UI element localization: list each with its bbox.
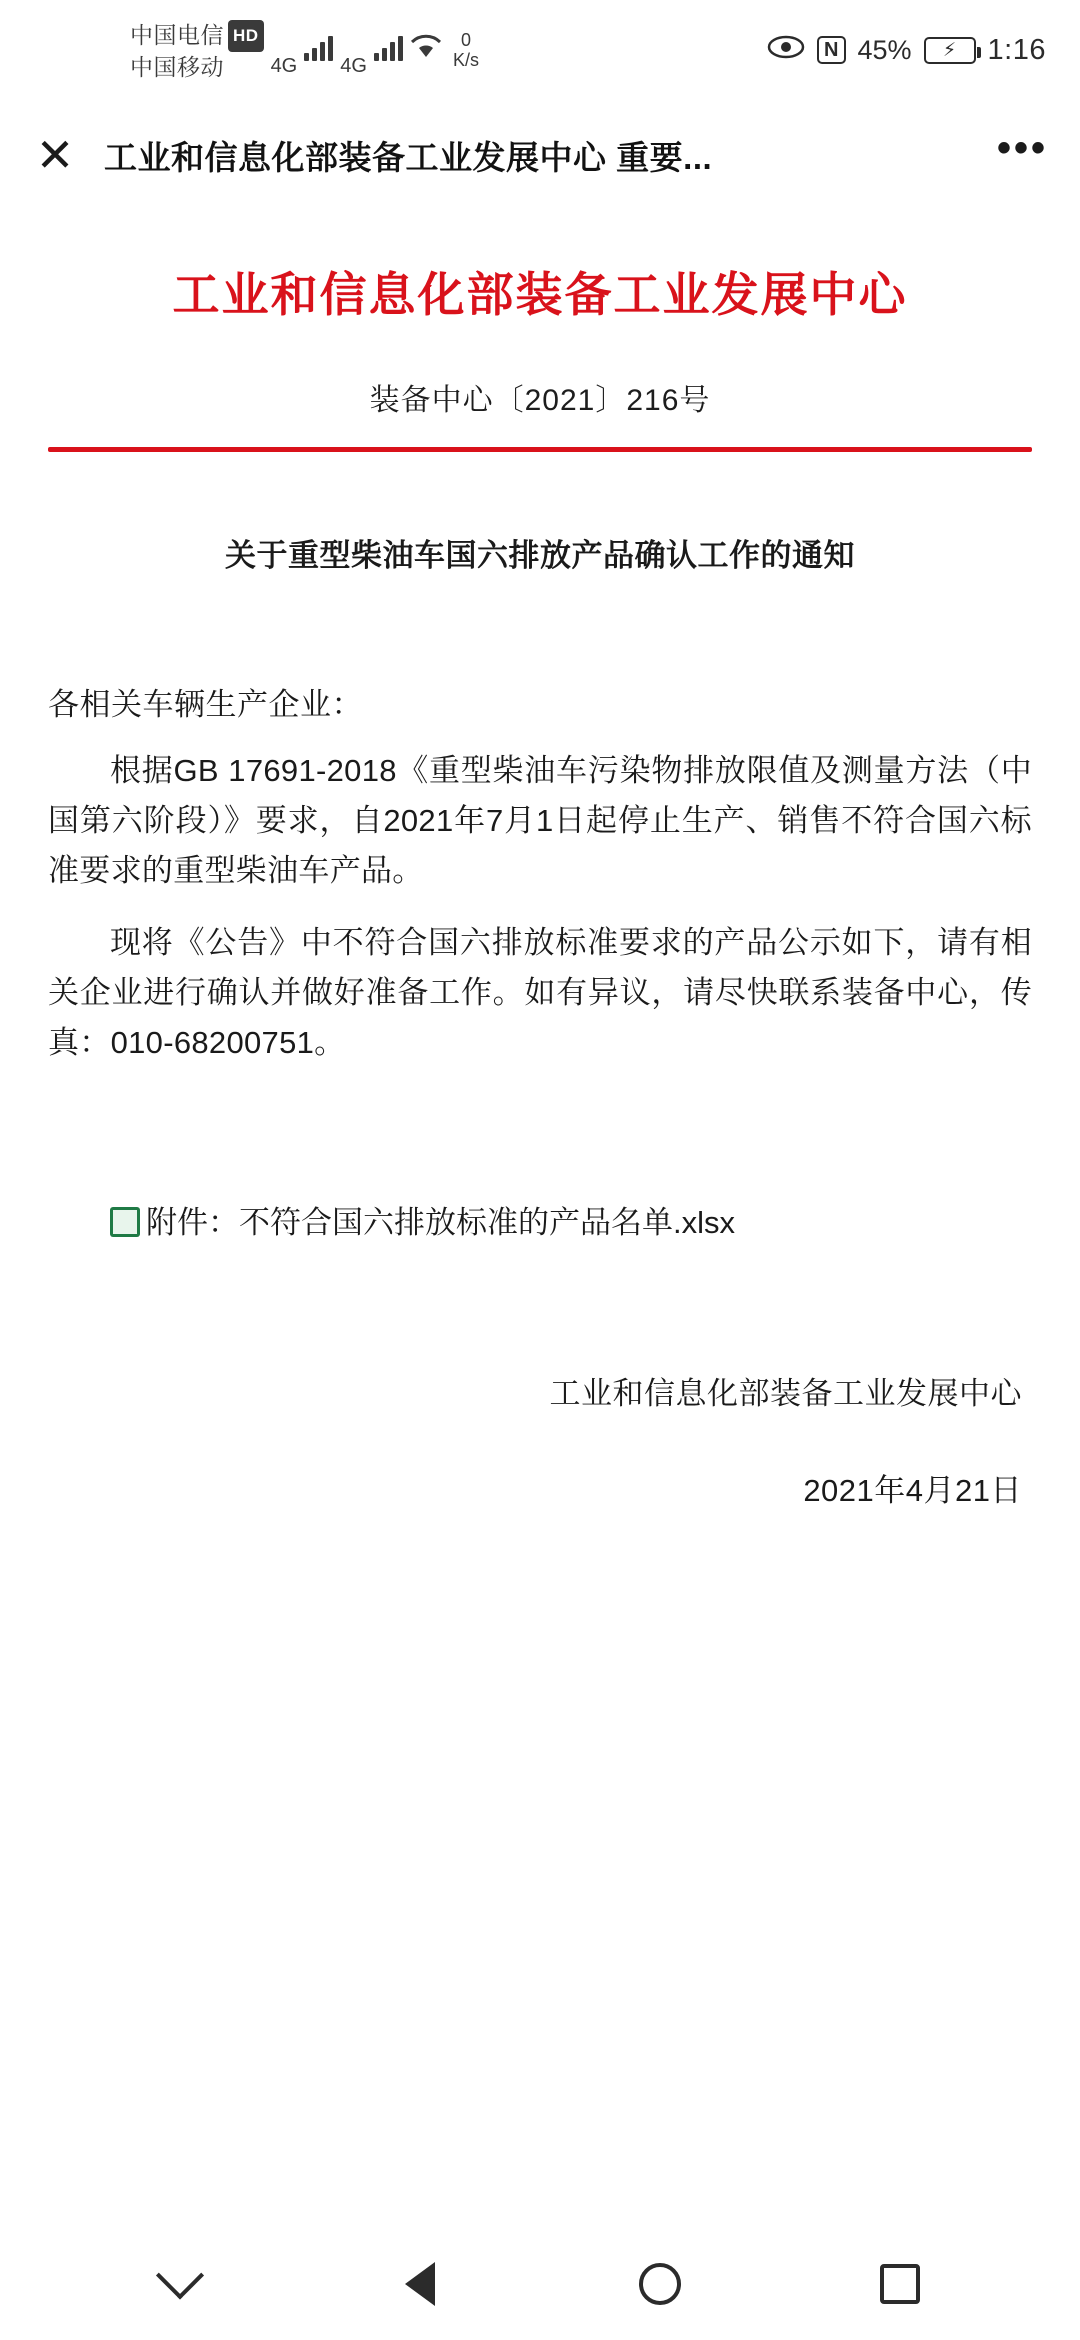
document-paragraph-1: 根据GB 17691-2018《重型柴油车污染物排放限值及测量方法（中国第六阶段）》要求，自2021年7月1日起停止生产、销售不符合国六标准要求的重型柴油车产品。 (48, 753, 1032, 888)
document-paragraph-2: 现将《公告》中不符合国六排放标准要求的产品公示如下，请有相关企业进行确认并做好准备工作。如有异议，请尽快联系装备中心，传真：010-68200751。 (48, 925, 1032, 1060)
document-org-header: 工业和信息化部装备工业发展中心 (172, 270, 908, 322)
close-icon[interactable]: ✕ (35, 129, 75, 181)
carrier-secondary-label: 中国移动 (130, 54, 224, 80)
network-type-2-label: 4G (340, 55, 367, 77)
app-header (0, 100, 1080, 210)
carrier-primary-label: 中国电信 (130, 22, 224, 48)
network-type-1-label: 4G (270, 55, 298, 77)
recents-square-icon[interactable] (855, 2239, 945, 2329)
more-options-icon[interactable]: ••• (996, 126, 1048, 170)
signal-bars-2-icon (374, 35, 403, 61)
data-rate-indicator (453, 30, 479, 70)
signature-date: 2021年4月21日 (803, 1473, 1022, 1508)
signature-org: 工业和信息化部装备工业发展中心 (549, 1376, 1022, 1411)
status-bar-left (130, 18, 479, 82)
red-divider (48, 447, 1032, 452)
back-triangle-icon[interactable] (375, 2239, 465, 2329)
status-bar (0, 0, 1080, 100)
data-rate-value: 0 (460, 30, 471, 50)
document-subject: 关于重型柴油车国六排放产品确认工作的通知 (225, 538, 855, 573)
page-title: 工业和信息化部装备工业发展中心 重要... (104, 138, 713, 176)
eye-icon (767, 35, 805, 66)
wifi-icon (410, 33, 442, 64)
battery-percent-label: 45% (857, 34, 912, 65)
document-body (0, 258, 1080, 1510)
data-rate-unit: K/s (452, 50, 479, 70)
attachment-label[interactable]: 附件：不符合国六排放标准的产品名单.xlsx (146, 1205, 735, 1240)
hd-badge: HD (228, 20, 264, 52)
attachment-row[interactable] (48, 1198, 1032, 1248)
status-bar-right (767, 34, 1046, 67)
document-salutation: 各相关车辆生产企业： (48, 687, 363, 722)
home-circle-icon[interactable] (615, 2239, 705, 2329)
system-navigation-bar (0, 2228, 1080, 2340)
excel-file-icon (110, 1207, 140, 1237)
clock-label: 1:16 (987, 33, 1046, 66)
nfc-icon: N (817, 36, 845, 64)
signal-bars-1-icon (304, 35, 333, 61)
carrier-labels (130, 18, 264, 82)
chevron-down-icon[interactable] (135, 2239, 225, 2329)
document-number: 装备中心〔2021〕216号 (369, 384, 711, 417)
battery-icon: ⚡ (924, 37, 976, 64)
